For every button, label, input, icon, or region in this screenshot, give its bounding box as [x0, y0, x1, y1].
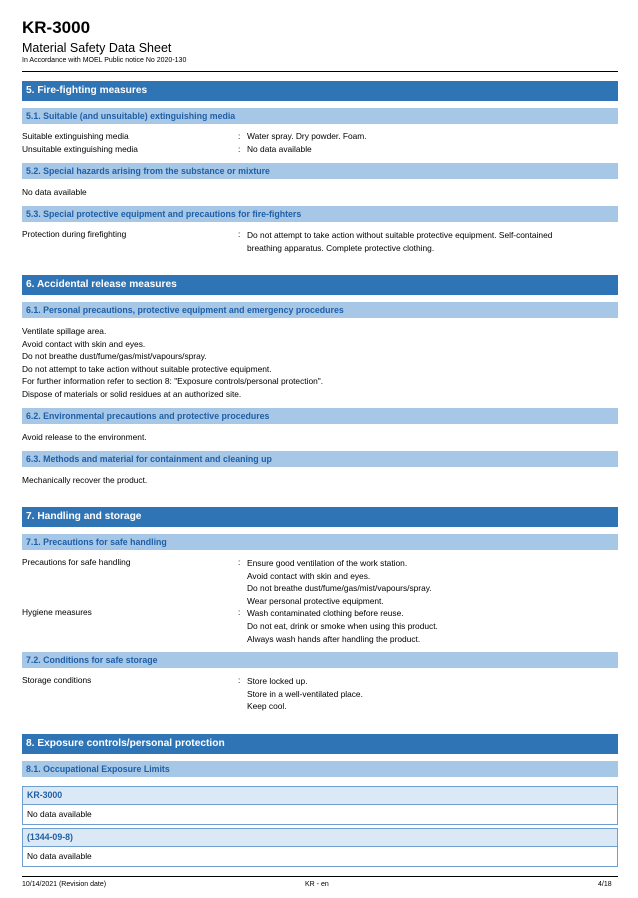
value-line: Keep cool. [247, 701, 287, 712]
field-label: Storage conditions [22, 675, 92, 685]
document-subtitle: In Accordance with MOEL Public notice No 2020-130 [22, 57, 187, 64]
product-name: KR-3000 [22, 18, 91, 37]
document-header [22, 18, 618, 65]
text-line: Dispose of materials or solid residues at an authorized site. [22, 388, 242, 399]
value-line: Ensure good ventilation of the work station. [247, 558, 408, 568]
field-label: Hygiene measures [22, 607, 92, 618]
section-5-2-header: 5.2. Special hazards arising from the substance or mixture [22, 163, 618, 179]
oel-table-cell: No data available [22, 805, 618, 825]
text-line: Ventilate spillage area. [22, 326, 107, 336]
value-line: Wear personal protective equipment. [247, 595, 384, 606]
field-label: Suitable extinguishing media [22, 131, 129, 141]
section-6-1-text [22, 325, 618, 401]
section-5-2-text: No data available [22, 187, 87, 197]
header-divider [22, 71, 618, 72]
text-line: Avoid contact with skin and eyes. [22, 338, 146, 349]
field-value [247, 557, 607, 607]
section-6-3-header: 6.3. Methods and material for containment and cleaning up [22, 451, 618, 467]
field-colon: : [238, 131, 241, 141]
value-line: Store locked up. [247, 676, 308, 686]
value-line: Always wash hands after handling the product. [247, 633, 421, 644]
section-6-3-text: Mechanically recover the product. [22, 475, 148, 485]
field-row [22, 557, 618, 606]
field-colon: : [238, 675, 241, 685]
section-7-2-header: 7.2. Conditions for safe storage [22, 652, 618, 668]
section-8-1-header: 8.1. Occupational Exposure Limits [22, 761, 618, 777]
section-7-header: 7. Handling and storage [22, 507, 618, 527]
value-line: Wash contaminated clothing before reuse. [247, 608, 404, 619]
field-row [22, 144, 618, 157]
section-6-2-text: Avoid release to the environment. [22, 432, 147, 442]
section-5-header: 5. Fire-fighting measures [22, 81, 618, 101]
footer-divider [22, 876, 618, 877]
value-line: Avoid contact with skin and eyes. [247, 570, 371, 581]
text-line: For further information refer to section 8: "Exposure controls/personal protection". [22, 376, 324, 387]
field-colon: : [238, 607, 241, 618]
value-line: Do not breathe dust/fume/gas/mist/vapours/spray. [247, 583, 432, 594]
value-line: Do not attempt to take action without suitable protective equipment. Self-contained [247, 230, 553, 240]
field-colon: : [238, 557, 241, 567]
page-number: 4/18 [598, 881, 612, 888]
document-title: Material Safety Data Sheet [22, 41, 172, 55]
field-label: Precautions for safe handling [22, 557, 131, 567]
field-row [22, 229, 618, 253]
field-colon: : [238, 229, 241, 239]
section-5-1-header: 5.1. Suitable (and unsuitable) extinguishing media [22, 108, 618, 124]
revision-date: 10/14/2021 (Revision date) [22, 881, 107, 888]
field-value: Water spray. Dry powder. Foam. [247, 131, 367, 141]
section-6-2-header: 6.2. Environmental precautions and protective procedures [22, 408, 618, 424]
field-label: Unsuitable extinguishing media [22, 143, 138, 154]
oel-table-cell: No data available [22, 847, 618, 867]
field-colon: : [238, 143, 241, 154]
field-value [247, 229, 607, 254]
value-line: Store in a well-ventilated place. [247, 688, 363, 699]
field-row [22, 675, 618, 712]
section-6-header: 6. Accidental release measures [22, 275, 618, 295]
section-8-header: 8. Exposure controls/personal protection [22, 734, 618, 754]
field-label: Protection during firefighting [22, 229, 127, 239]
oel-table-header: KR-3000 [22, 786, 618, 805]
section-6-1-header: 6.1. Personal precautions, protective equipment and emergency procedures [22, 302, 618, 318]
text-line: Do not breathe dust/fume/gas/mist/vapours/spray. [22, 351, 207, 362]
field-value [247, 607, 607, 645]
field-value [247, 675, 607, 713]
field-value: No data available [247, 143, 312, 154]
field-row [22, 131, 618, 144]
text-line: Do not attempt to take action without suitable protective equipment. [22, 363, 272, 374]
value-line: breathing apparatus. Complete protective clothing. [247, 242, 435, 253]
language-code: KR - en [305, 881, 329, 888]
section-7-1-header: 7.1. Precautions for safe handling [22, 534, 618, 550]
oel-table-header: (1344-09-8) [22, 828, 618, 847]
value-line: Do not eat, drink or smoke when using this product. [247, 620, 438, 631]
field-row [22, 607, 618, 644]
section-5-3-header: 5.3. Special protective equipment and precautions for fire-fighters [22, 206, 618, 222]
